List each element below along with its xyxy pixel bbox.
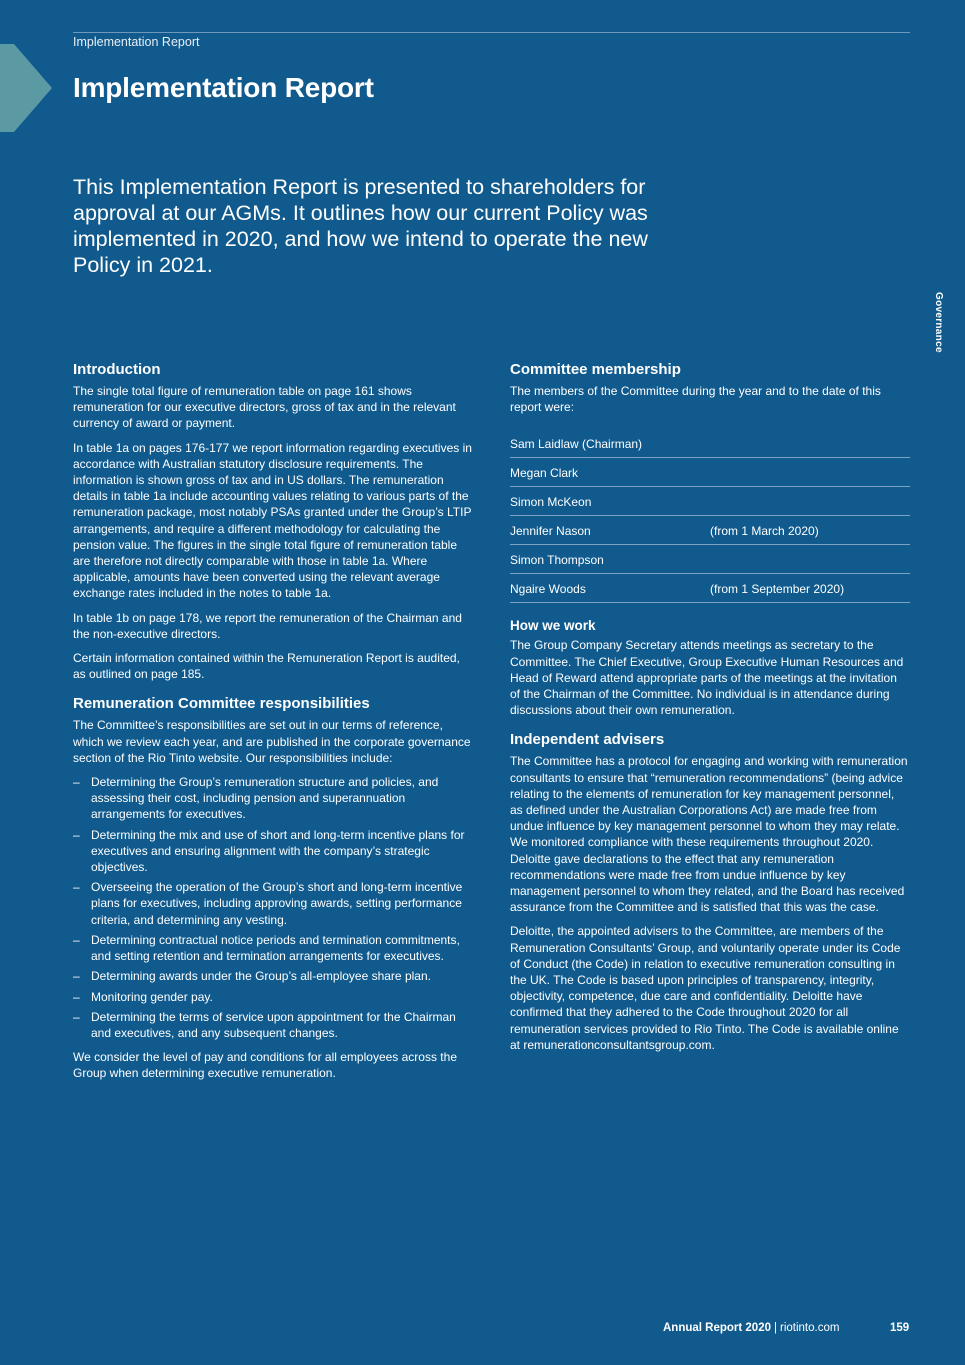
footer	[663, 1322, 839, 1334]
table-row	[510, 487, 910, 516]
footer-separator: |	[774, 1322, 777, 1334]
member-name: Megan Clark	[510, 465, 579, 480]
running-title: Implementation Report	[73, 35, 200, 49]
membership-heading: Committee membership	[510, 361, 681, 378]
page-number: 159	[890, 1322, 910, 1334]
table-row	[510, 516, 910, 545]
membership-intro: The members of the Committee during the year and to the date of this report were:	[510, 384, 881, 415]
advisers-paragraph-1: The Committee has a protocol for engaging and working with remuneration consultants to ensure that “remuneration recommendations” (being advice relating to the elements of remuneration for key management personnel, as defined under the Australian Corporations Act) are made free from undue influence by key management personnel to whom they may relate. We monitored compliance with these requirements throughout 2020. Deloitte gave declarations to the effect that any remuneration recommendations were made free from undue influence by key management personnel to whom they related, and the Board has received assurance from the Committee and is satisfied that this was the case.	[510, 754, 908, 915]
how-we-work-heading: How we work	[510, 618, 596, 634]
lead-paragraph: This Implementation Report is presented to shareholders for approval at our AGMs. It outlines how our current Policy was implemented in 2020, and how we intend to operate the new Policy in 2021.	[73, 175, 648, 277]
member-name: Jennifer Nason	[510, 523, 591, 538]
members-table	[510, 429, 910, 603]
introduction-paragraph-3: In table 1b on page 178, we report the remuneration of the Chairman and the non-executive directors.	[73, 610, 462, 641]
page-title: Implementation Report	[73, 72, 374, 103]
table-row	[510, 458, 910, 487]
header-rule	[73, 32, 910, 33]
table-row	[510, 429, 910, 458]
section-tab-arrow-icon	[0, 44, 52, 132]
footer-website-link[interactable]: riotinto.com	[780, 1322, 840, 1334]
table-row	[510, 545, 910, 574]
member-name: Simon Thompson	[510, 552, 604, 567]
member-name: Ngaire Woods	[510, 581, 586, 596]
advisers-heading: Independent advisers	[510, 731, 665, 749]
list-item: – Overseeing the operation of the Group’s short and long-term incentive plans for executives, including approving awards, setting performance criteria, and determining any vesting.	[73, 879, 473, 928]
right-column	[510, 360, 910, 1061]
responsibilities-heading: Remuneration Committee responsibilities	[73, 695, 370, 713]
list-item: – Monitoring gender pay.	[73, 989, 473, 1005]
responsibilities-intro: The Committee’s responsibilities are set out in our terms of reference, which we review each year, and are published in the corporate governance section of the Rio Tinto website. Our responsibilities include:	[73, 718, 471, 765]
list-item: – Determining the terms of service upon appointment for the Chairman and executives, and any subsequent changes.	[73, 1009, 473, 1041]
left-column	[73, 360, 473, 1090]
responsibilities-closing: We consider the level of pay and conditions for all employees across the Group when determining executive remuneration.	[73, 1050, 457, 1081]
member-name: Simon McKeon	[510, 494, 592, 509]
member-note: (from 1 September 2020)	[710, 581, 845, 596]
responsibilities-list	[73, 774, 473, 1041]
list-item: – Determining contractual notice periods and termination commitments, and setting retention and termination arrangements for executives.	[73, 932, 473, 964]
introduction-heading: Introduction	[73, 361, 161, 378]
advisers-paragraph-2: Deloitte, the appointed advisers to the Committee, are members of the Remuneration Consultants’ Group, and voluntarily operate under its Code of Conduct (the Code) in relation to executive remuneration consulting in the UK. The Code is based upon principles of transparency, integrity, objectivity, competence, due care and confidentiality. Deloitte have confirmed that they adhered to the Code throughout 2020 for all remuneration services provided to Rio Tinto. The Code is available online at remunerationconsultantsgroup.com.	[510, 924, 901, 1052]
member-name: Sam Laidlaw (Chairman)	[510, 436, 643, 451]
list-item: – Determining the Group’s remuneration structure and policies, and assessing their cost, including pension and superannuation arrangements for executives.	[73, 774, 473, 823]
member-note: (from 1 March 2020)	[710, 523, 819, 538]
introduction-paragraph-4: Certain information contained within the Remuneration Report is audited, as outlined on page 185.	[73, 651, 460, 682]
list-item: – Determining awards under the Group’s all-employee share plan.	[73, 968, 473, 984]
list-item: – Determining the mix and use of short and long-term incentive plans for executives and ensuring alignment with the company’s strategic objectives.	[73, 827, 473, 876]
section-side-label: Governance	[933, 292, 944, 353]
introduction-paragraph-2: In table 1a on pages 176-177 we report information regarding executives in accordance with Australian statutory disclosure requirements. The information is shown gross of tax and in US dollars. The remuneration details in table 1a include accounting values relating to various parts of the remuneration package, most notably PSAs granted under the Group’s LTIP arrangements, and require a different methodology for calculating the pension value. The figures in the single total figure of remuneration table are therefore not directly comparable with those in table 1a. Where applicable, amounts have been converted using the relevant average exchange rates included in the notes to table 1a.	[73, 440, 472, 601]
how-we-work-paragraph: The Group Company Secretary attends meetings as secretary to the Committee. The Chief Executive, Group Executive Human Resources and Head of Reward attend appropriate parts of the meetings at the invitation of the Chairman of the Committee. No individual is in attendance during discussions about their own remuneration.	[510, 638, 904, 718]
table-row	[510, 574, 910, 603]
introduction-paragraph-1: The single total figure of remuneration table on page 161 shows remuneration for our executive directors, gross of tax and in the relevant currency of award or payment.	[73, 384, 456, 431]
footer-report-title: Annual Report 2020	[663, 1322, 771, 1334]
